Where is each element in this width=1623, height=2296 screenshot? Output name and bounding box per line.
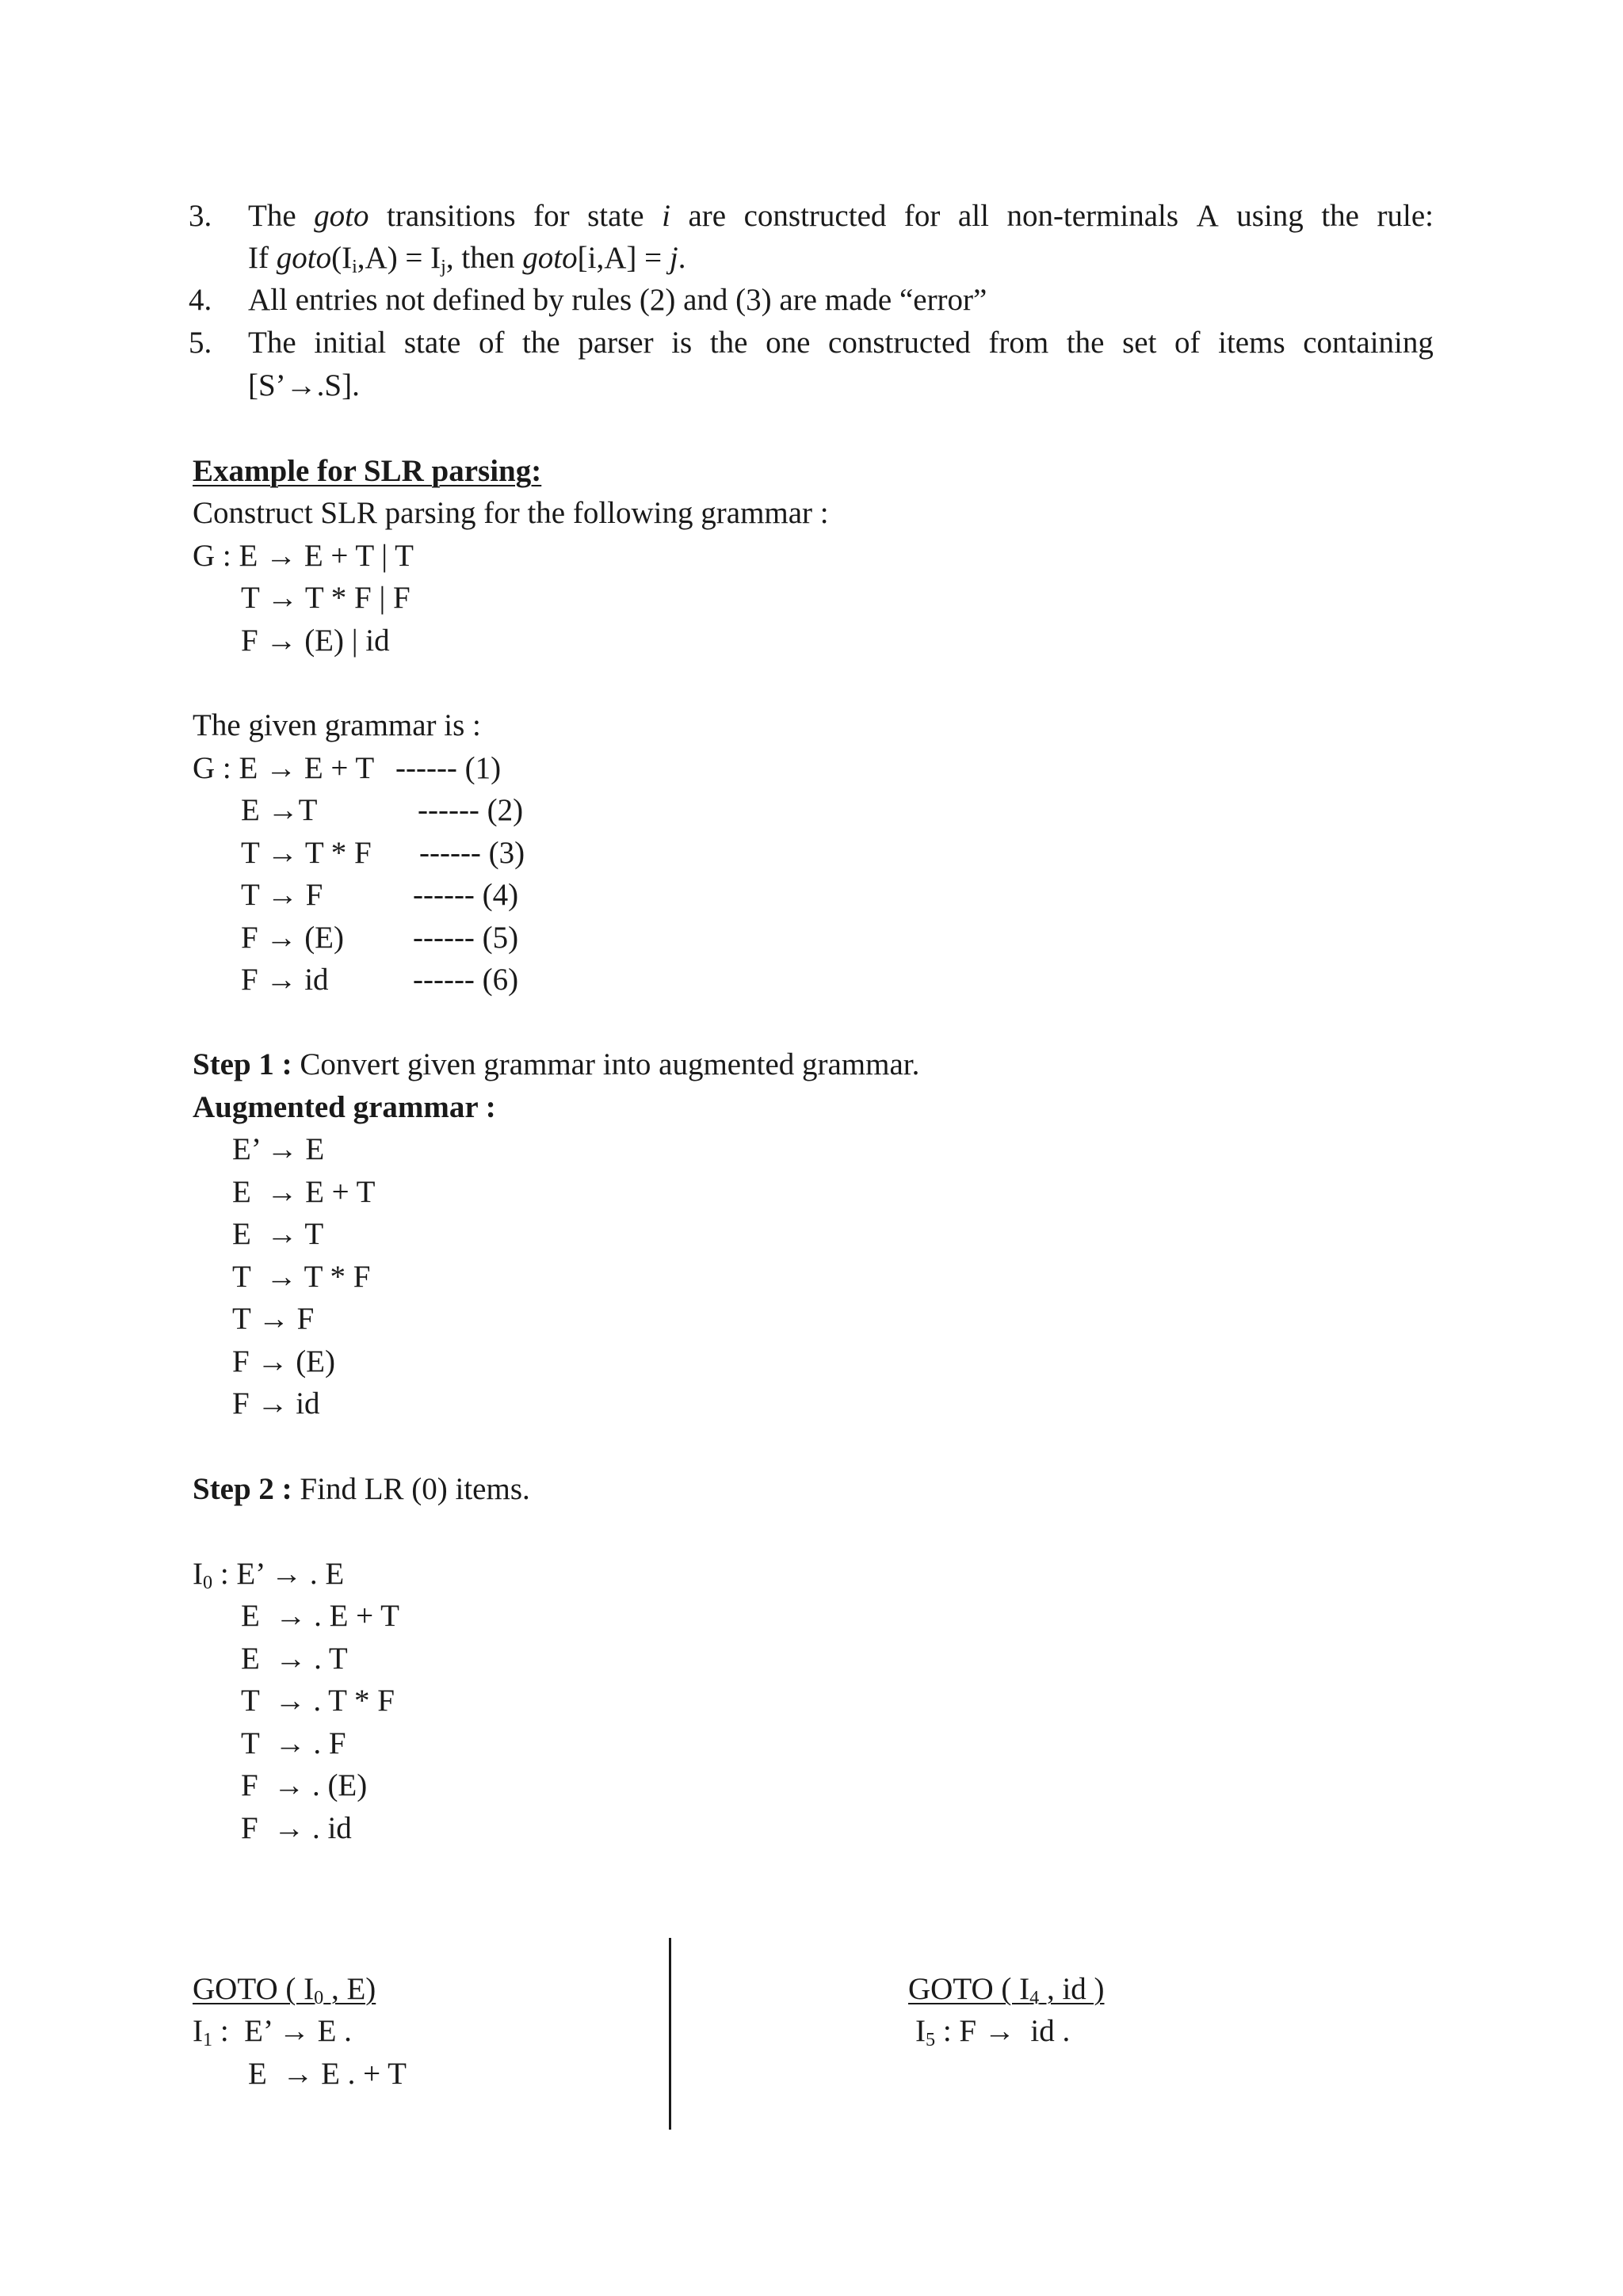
- word: constructed: [828, 326, 971, 360]
- augmented-prod-2: E → E + T: [232, 1175, 376, 1209]
- word: transitions: [387, 199, 516, 233]
- word: The: [248, 199, 296, 233]
- rule-3-line-1: [248, 200, 1434, 231]
- step-2-line: Step 2 : Find LR (0) items.: [193, 1472, 530, 1506]
- given-num-6: ------ (6): [413, 963, 519, 997]
- rule-4-text: All entries not defined by rules (2) and (3) are made “error”: [248, 283, 987, 317]
- word: of: [478, 326, 505, 360]
- word: non-terminals: [1006, 199, 1179, 233]
- i0-item-3: E → . T: [241, 1642, 348, 1676]
- augmented-prod-5: T → F: [232, 1302, 315, 1336]
- augmented-prod-6: F → (E): [232, 1344, 335, 1379]
- word: set: [1122, 326, 1157, 360]
- example-grammar-line-2: T → T * F | F: [241, 581, 411, 615]
- word: for: [533, 199, 570, 233]
- augmented-prod-3: E → T: [232, 1217, 324, 1251]
- word: A: [1196, 199, 1219, 233]
- word: the: [1321, 199, 1359, 233]
- i0-item-4: T → . T * F: [241, 1684, 395, 1718]
- given-num-1: ------ (1): [395, 751, 502, 785]
- given-num-5: ------ (5): [413, 921, 519, 955]
- given-num-4: ------ (4): [413, 878, 519, 912]
- rule-3-number: 3.: [189, 199, 212, 233]
- rule-5-line-1: [248, 327, 1434, 358]
- i0-item-6: F → . (E): [241, 1768, 368, 1802]
- goto-left-line-2: E → E . + T: [248, 2057, 407, 2091]
- word: for: [903, 199, 941, 233]
- given-prod-2: E →T: [241, 793, 318, 827]
- word: one: [766, 326, 811, 360]
- word: rule:: [1377, 199, 1434, 233]
- word: of: [1174, 326, 1201, 360]
- example-intro: Construct SLR parsing for the following grammar :: [193, 496, 829, 530]
- rule-3-line-2: If $goto(I_i,A) = I_j$, then goto[i,A] = j.: [248, 241, 686, 278]
- step-1-line: Step 1 : Convert given grammar into augmented grammar.: [193, 1047, 920, 1081]
- word: i: [662, 199, 670, 233]
- goto-left-line-1: $I_1$ : E’ → E .: [193, 2014, 352, 2051]
- example-grammar-line-3: F → (E) | id: [241, 624, 390, 658]
- rule-5-line-2: [S’→.S].: [248, 368, 360, 402]
- given-prod-3: T → T * F: [241, 836, 372, 870]
- word: is: [671, 326, 693, 360]
- word: the: [522, 326, 560, 360]
- example-heading: Example for SLR parsing:: [193, 454, 542, 488]
- given-prod-6: F → id: [241, 963, 329, 997]
- word: state: [403, 326, 461, 360]
- goto-left-title: GOTO ( $I_0$ , E): [193, 1972, 376, 2009]
- given-prod-5: F → (E): [241, 921, 344, 955]
- word: all: [957, 199, 989, 233]
- goto-right-line-1: $I_5$ : F → id .: [915, 2014, 1071, 2051]
- word: containing: [1303, 326, 1434, 360]
- word: the: [1066, 326, 1105, 360]
- word: the: [709, 326, 748, 360]
- word: The: [248, 326, 296, 360]
- word: items: [1218, 326, 1285, 360]
- word: parser: [578, 326, 654, 360]
- word: using: [1236, 199, 1304, 233]
- i0-item-5: T → . F: [241, 1726, 346, 1760]
- word: goto: [314, 199, 369, 233]
- given-num-2: ------ (2): [418, 793, 524, 827]
- i0-item-2: E → . E + T: [241, 1599, 400, 1633]
- word: are: [688, 199, 727, 233]
- augmented-prod-4: T → T * F: [232, 1260, 371, 1294]
- goto-right-title: GOTO ( $I_4$ , id ): [908, 1972, 1105, 2009]
- given-grammar-heading: The given grammar is :: [193, 708, 481, 742]
- word: constructed: [743, 199, 887, 233]
- given-num-3: ------ (3): [419, 836, 525, 870]
- given-prod-1: G : E → E + T: [193, 751, 375, 785]
- rule-5-number: 5.: [189, 326, 212, 360]
- augmented-prod-7: F → id: [232, 1386, 320, 1421]
- word: initial: [314, 326, 387, 360]
- i0-item-7: F → . id: [241, 1811, 352, 1845]
- example-grammar-line-1: G : E → E + T | T: [193, 539, 414, 573]
- augmented-prod-1: E’ → E: [232, 1132, 325, 1166]
- word: from: [988, 326, 1049, 360]
- augmented-grammar-heading: Augmented grammar :: [193, 1090, 496, 1124]
- rule-4-number: 4.: [189, 283, 212, 317]
- word: state: [587, 199, 644, 233]
- column-divider: [669, 1938, 671, 2130]
- i0-first-item: $I_0$ : E’ → . E: [193, 1557, 345, 1594]
- given-prod-4: T → F: [241, 878, 323, 912]
